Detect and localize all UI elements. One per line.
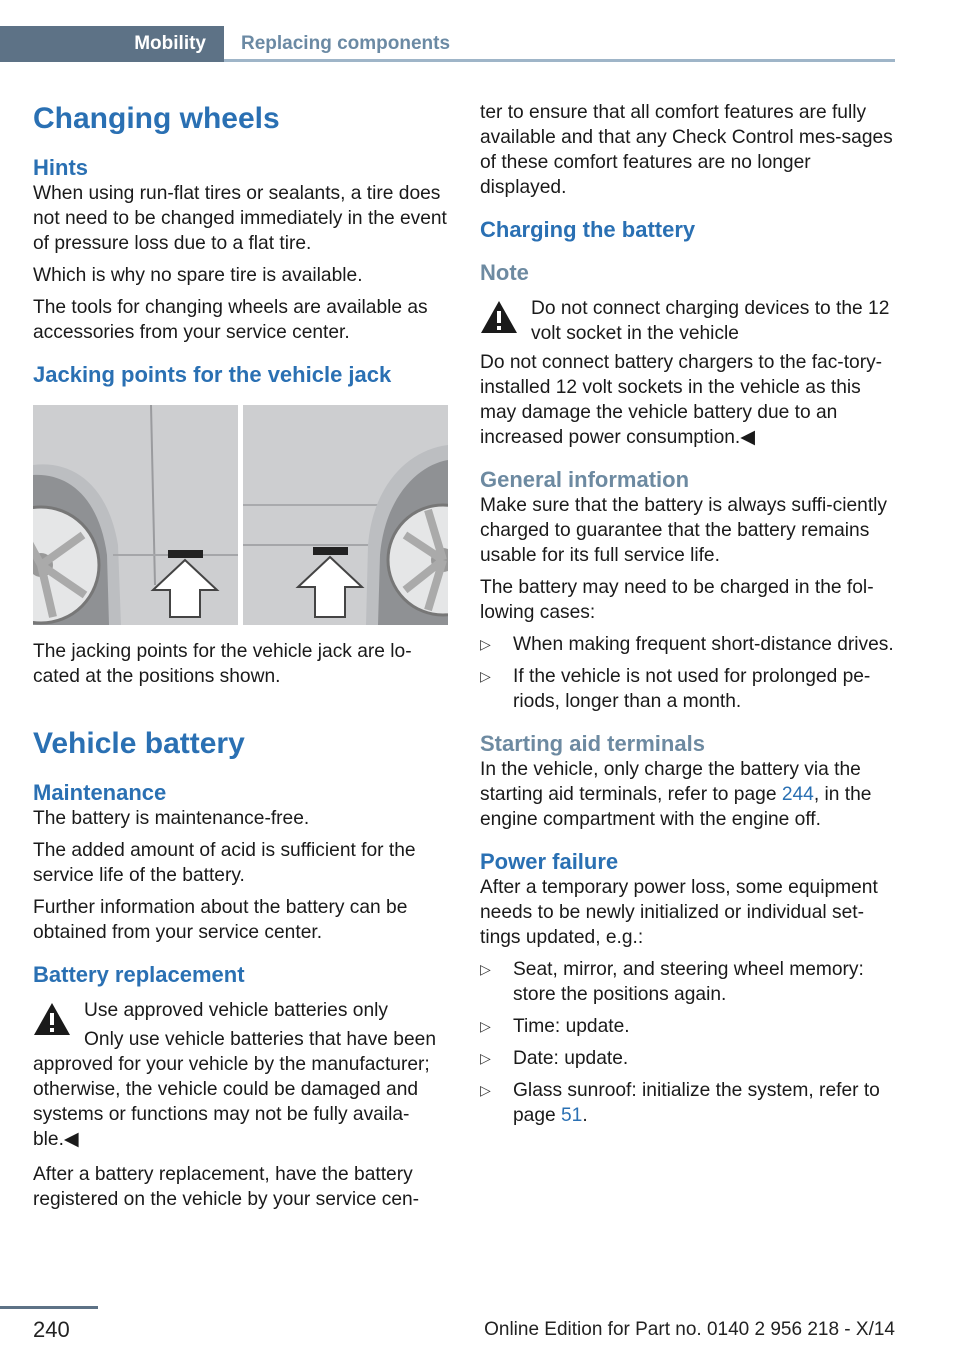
jacking-points-illustration [33,405,448,625]
heading-general-information: General information [480,467,690,492]
heading-starting-aid-terminals: Starting aid terminals [480,731,705,756]
triangle-bullet-icon: ▷ [480,1050,491,1066]
general-paragraph-1: Make sure that the battery is always suffi-ciently charged to guarantee that the battery remains usable for its full service life. [480,495,888,566]
heading-jacking-points: Jacking points for the vehicle jack [33,362,392,387]
section-title: Replacing components [241,33,451,54]
triangle-bullet-icon: ▷ [480,1082,491,1098]
page-link-51[interactable]: 51 [561,1105,583,1126]
header-rule [224,59,895,62]
chapter-tab: Mobility [0,26,224,62]
maintenance-paragraph-3: Further information about the battery can be obtained from your service center. [33,897,408,943]
triangle-bullet-icon: ▷ [480,636,491,652]
power-paragraph: After a temporary power loss, some equipment needs to be newly initialized or individual set-tings updated, e.g.: [480,877,878,948]
triangle-bullet-icon: ▷ [480,961,491,977]
page-header [0,26,895,62]
jacking-paragraph: The jacking points for the vehicle jack are lo-cated at the positions shown. [33,641,412,687]
page-link-244[interactable]: 244 [781,784,814,805]
hints-paragraph-2: Which is why no spare tire is available. [33,265,363,286]
hints-paragraph-3: The tools for changing wheels are available as accessories from your service center. [33,297,428,343]
right-column [480,100,895,1135]
maintenance-paragraph-2: The added amount of acid is sufficient for the service life of the battery. [33,840,416,886]
heading-hints: Hints [33,155,88,180]
heading-maintenance: Maintenance [33,780,167,805]
terminals-paragraph: In the vehicle, only charge the battery via the starting aid terminals, refer to page 244, in the engine compartment with the engine off. [480,759,872,830]
warning-triangle-icon [33,1002,71,1036]
heading-changing-wheels: Changing wheels [33,102,280,135]
list-item: ▷ If the vehicle is not used for prolonged pe-riods, longer than a month. [480,666,871,712]
heading-battery-replacement: Battery replacement [33,962,245,987]
triangle-bullet-icon: ▷ [480,668,491,684]
edition-info: Online Edition for Part no. 0140 2 956 218 - X/14 [484,1319,895,1340]
general-paragraph-2: The battery may need to be charged in the fol-lowing cases: [480,577,874,623]
maintenance-paragraph-1: The battery is maintenance-free. [33,808,310,829]
list-item: ▷ Time: update. [480,1016,630,1037]
warning-block-battery [33,998,448,1023]
after-replacement-paragraph: After a battery replacement, have the battery registered on the vehicle by your service cen- [33,1164,420,1210]
right-panel-car-side [243,405,448,625]
heading-power-failure: Power failure [480,849,619,874]
footer-rule [0,1306,98,1309]
hints-paragraph-1: When using run-flat tires or sealants, a tire does not need to be changed immediately in the event of pressure loss due to a flat tire. [33,183,447,254]
warning-block-charging [480,296,895,346]
jacking-points-figure [33,405,448,625]
list-item: ▷ When making frequent short-distance drives. [480,634,894,655]
left-panel-car-side [33,405,238,625]
warning-title-charging: Do not connect charging devices to the 12 volt socket in the vehicle [531,298,890,344]
warning-triangle-icon [480,300,518,334]
left-column [33,100,448,1219]
heading-note: Note [480,260,529,285]
warning-body-battery: Only use vehicle batteries that have been approved for your vehicle by the manufacturer; otherwise, the vehicle could be damaged and systems or functions may not be fully availa-ble.◀ [33,1029,436,1150]
warning-title-battery: Use approved vehicle batteries only [84,1000,388,1021]
heading-charging-battery: Charging the battery [480,217,696,242]
triangle-bullet-icon: ▷ [480,1018,491,1034]
list-item: ▷ Glass sunroof: initialize the system, refer to page 51. [480,1080,880,1126]
charging-cases-list [480,632,895,714]
power-failure-list [480,957,895,1128]
heading-vehicle-battery: Vehicle battery [33,727,245,760]
list-item: ▷ Date: update. [480,1048,629,1069]
note-paragraph: Do not connect battery chargers to the fac-tory-installed 12 volt sockets in the vehicle as this may damage the vehicle battery due to an increased power consumption.◀ [480,352,883,448]
list-item: ▷ Seat, mirror, and steering wheel memory: store the positions again. [480,959,864,1005]
page-number: 240 [33,1317,70,1342]
continued-paragraph: ter to ensure that all comfort features are fully available and that any Check Control mes-sages of these comfort features are no longer displayed. [480,102,893,198]
